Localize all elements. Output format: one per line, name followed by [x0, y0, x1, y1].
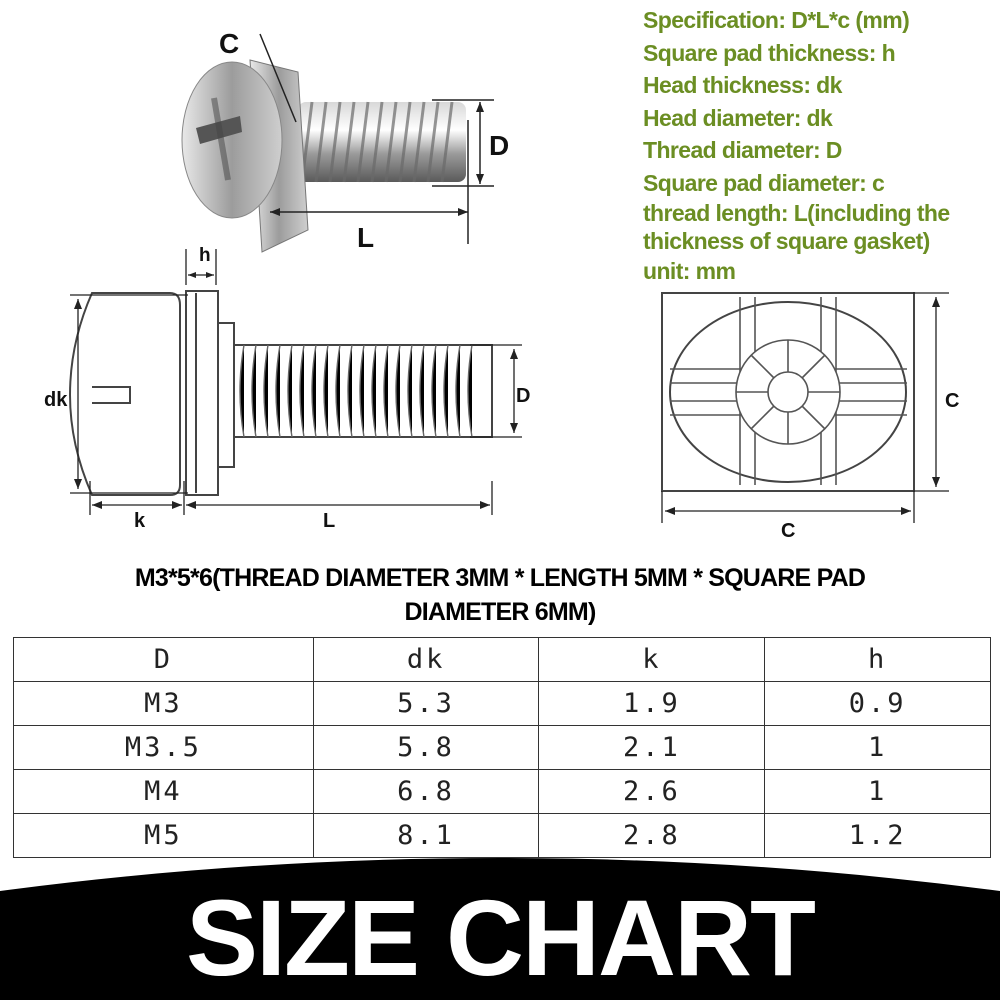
photo-label-d: D: [489, 130, 510, 161]
spec-line: Square pad diameter: c: [643, 169, 885, 196]
side-label-k: k: [134, 510, 146, 532]
top-label-c-bottom: C: [781, 520, 796, 542]
table-row: [14, 814, 991, 858]
table-cell: 1.2: [765, 814, 991, 858]
photo-label-c: C: [219, 28, 240, 59]
specification-list: [643, 4, 993, 287]
caption-line-1: M3*5*6(THREAD DIAMETER 3MM * LENGTH 5MM * SQUARE PAD: [134, 564, 866, 592]
header-cell: D: [14, 638, 314, 682]
side-label-l: L: [323, 510, 336, 532]
spec-line: Square pad thickness: h: [643, 39, 896, 66]
side-label-h: h: [199, 245, 211, 266]
table-cell: 2.6: [539, 770, 765, 814]
spec-line: thickness of square gasket): [643, 228, 930, 254]
spec-line: thread length: L(including the: [643, 200, 950, 226]
header-cell: k: [539, 638, 765, 682]
side-label-dk: dk: [44, 389, 68, 411]
table-row: [14, 682, 991, 726]
table-cell: M3: [14, 682, 314, 726]
table-cell: 2.1: [539, 726, 765, 770]
size-table: [13, 637, 991, 858]
header-cell: h: [765, 638, 991, 682]
spec-line: unit: mm: [643, 258, 736, 284]
spec-line: Head thickness: dk: [643, 72, 842, 98]
spec-line: Thread diameter: D: [643, 137, 842, 163]
table-cell: 2.8: [539, 814, 765, 858]
table-header-row: [14, 638, 991, 682]
table-cell: 0.9: [765, 682, 991, 726]
table-cell: M3.5: [14, 726, 314, 770]
banner-title: SIZE CHART: [186, 877, 814, 998]
top-label-c-right: C: [945, 390, 960, 412]
table-cell: M5: [14, 814, 314, 858]
photo-label-l: L: [357, 222, 375, 253]
table-cell: 5.3: [313, 682, 539, 726]
table-cell: 5.8: [313, 726, 539, 770]
spec-line: Specification: D*L*c (mm): [643, 7, 910, 33]
table-cell: 1.9: [539, 682, 765, 726]
side-label-d: D: [516, 385, 531, 407]
header-cell: dk: [313, 638, 539, 682]
spec-line: Head diameter: dk: [643, 104, 833, 131]
table-row: [14, 770, 991, 814]
table-cell: 8.1: [313, 814, 539, 858]
screw-side-drawing: [30, 245, 530, 545]
table-row: [14, 726, 991, 770]
caption-line-2: DIAMETER 6MM): [404, 598, 596, 626]
table-cell: 1: [765, 770, 991, 814]
table-cell: 6.8: [313, 770, 539, 814]
table-cell: M4: [14, 770, 314, 814]
square-pad-top-drawing: [655, 285, 975, 540]
table-cell: 1: [765, 726, 991, 770]
